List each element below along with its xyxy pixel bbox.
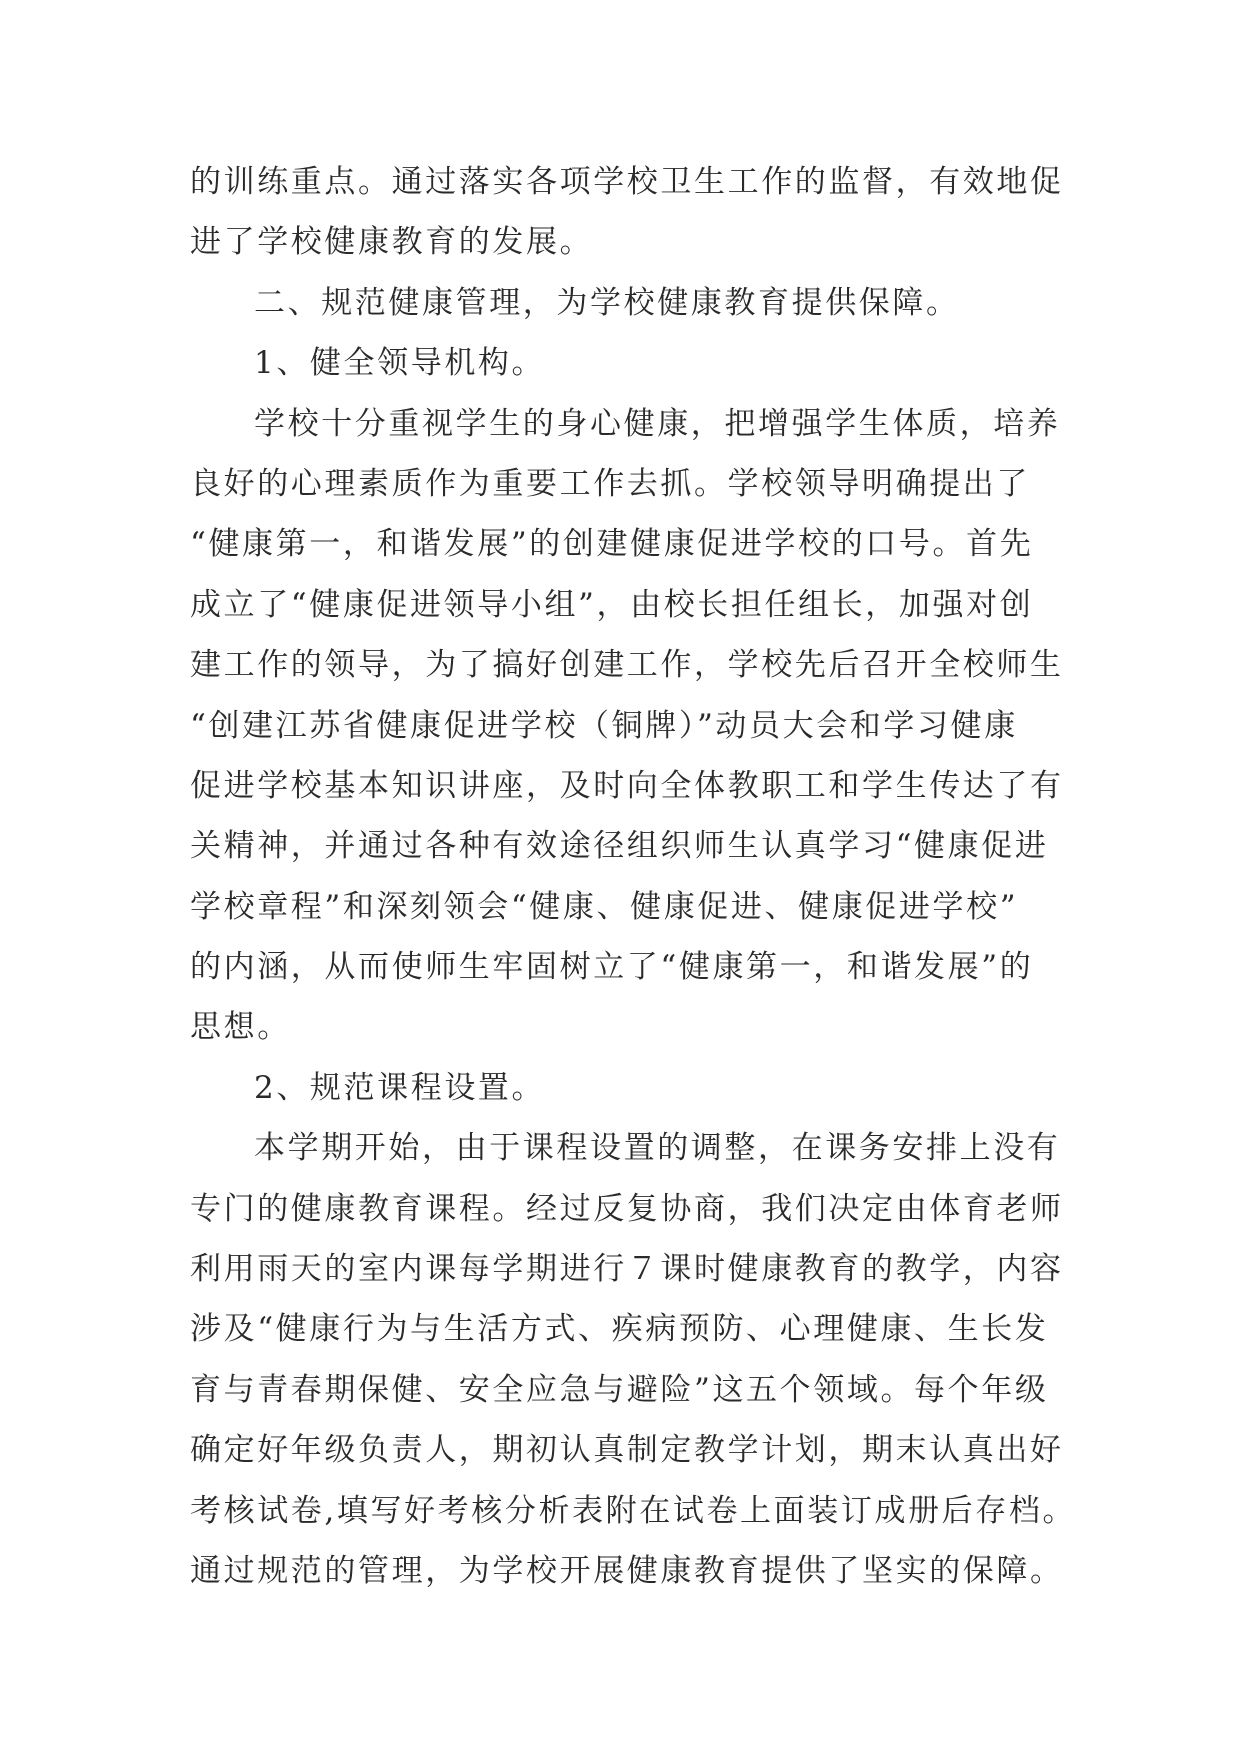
section-heading: 二、规范健康管理，为学校健康教育提供保障。 bbox=[254, 284, 960, 321]
text-line: 思想。 bbox=[190, 1009, 291, 1046]
document-body bbox=[190, 152, 1077, 1601]
text-line: 成立了“健康促进领导小组”，由校长担任组长，加强对创 bbox=[190, 586, 1034, 623]
text-line: 的训练重点。通过落实各项学校卫生工作的监督，有效地促 bbox=[190, 164, 1064, 200]
text-line: 的内涵，从而使师生牢固树立了“健康第一，和谐发展”的 bbox=[190, 949, 1034, 986]
subsection-heading: 2、规范课程设置。 bbox=[254, 1069, 546, 1106]
text-line: 学校章程”和深刻领会“健康、健康促进、健康促进学校” bbox=[190, 888, 1019, 925]
text-line: 建工作的领导，为了搞好创建工作，学校先后召开全校师生 bbox=[190, 647, 1064, 684]
text-line: “健康第一，和谐发展”的创建健康促进学校的口号。首先 bbox=[190, 526, 1034, 563]
text-line: 良好的心理素质作为重要工作去抓。学校领导明确提出了 bbox=[190, 465, 1030, 502]
text-line: 考核试卷,填写好考核分析表附在试卷上面装订成册后存档。 bbox=[190, 1492, 1077, 1529]
text-line: 确定好年级负责人，期初认真制定教学计划，期末认真出好 bbox=[190, 1432, 1064, 1469]
text-line: 通过规范的管理，为学校开展健康教育提供了坚实的保障。 bbox=[190, 1552, 1064, 1589]
subsection-heading: 1、健全领导机构。 bbox=[254, 345, 546, 382]
text-line: 促进学校基本知识讲座，及时向全体教职工和学生传达了有 bbox=[190, 767, 1064, 804]
text-line: “创建江苏省健康促进学校（铜牌）”动员大会和学习健康 bbox=[190, 707, 1018, 744]
text-line: 进了学校健康教育的发展。 bbox=[190, 224, 594, 261]
text-line: 本学期开始，由于课程设置的调整，在课务安排上没有 bbox=[254, 1130, 1061, 1167]
text-line: 专门的健康教育课程。经过反复协商，我们决定由体育老师 bbox=[190, 1190, 1064, 1227]
text-line: 学校十分重视学生的身心健康，把增强学生体质，培养 bbox=[254, 405, 1061, 442]
text-line: 利用雨天的室内课每学期进行７课时健康教育的教学，内容 bbox=[190, 1251, 1064, 1288]
text-line: 关精神，并通过各种有效途径组织师生认真学习“健康促进 bbox=[190, 828, 1049, 865]
text-line: 涉及“健康行为与生活方式、疾病预防、心理健康、生长发 bbox=[190, 1311, 1049, 1348]
text-line: 育与青春期保健、安全应急与避险”这五个领域。每个年级 bbox=[190, 1371, 1049, 1408]
